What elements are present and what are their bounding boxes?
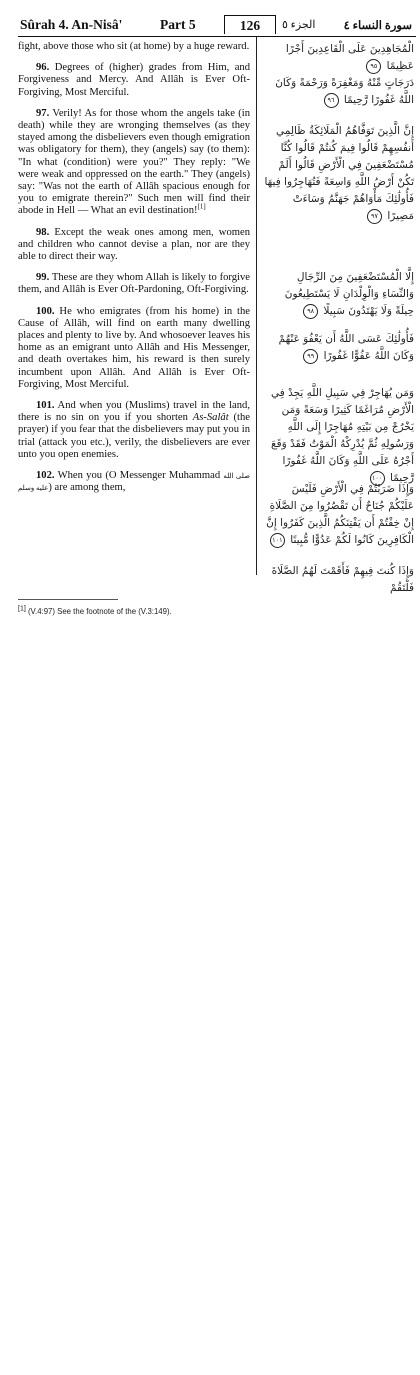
page-number: 126 (224, 15, 276, 34)
verse-end-marker: ١٠٠ (370, 471, 385, 486)
arabic-verse-98: إِلَّا الْمُسْتَضْعَفِينَ مِنَ الرِّجَالِ وَالنِّسَاءِ وَالْوِلْدَانِ لَا يَسْتَطِيعُونَ حِيلَةً وَلَا يَهْتَدُونَ سَبِيلًا ٩٨ (284, 271, 414, 317)
english-translation (18, 41, 250, 504)
verse-number: 96. (36, 62, 50, 74)
verse-text: Except the weak ones among men, women and children who cannot devise a plan, nor are they able to direct their way. (18, 226, 250, 263)
verse-text: When you (O Messenger Muhammad (54, 470, 224, 482)
verse-101-translation (18, 400, 250, 461)
surah-title: Sûrah 4. An-Nisâ' (20, 17, 123, 32)
verse-number: 99. (36, 272, 50, 284)
verse-end-marker: ٩٧ (367, 209, 382, 224)
verse-text: Verily! As for those whom the angels take (in death) while they are wronging themselves (as they stayed among the disbelievers even though emigration was obligatory for them), they (angels) say (to them): "In what (condition) were you?" They reply: "We were weak and oppressed on the earth." They (angels) say: "Was not the earth of Allâh spacious enough for you to emigrate therein?" Such men will find their abode in Hell — What an evil destination! (18, 107, 250, 217)
two-column-body (18, 37, 416, 594)
verse-97-translation (18, 108, 250, 218)
verse-text: He who emigrates (from his home) in the Cause of Allâh, will find on earth many dwelling places and plenty to live by. And whosoever leaves his home as an emigrant unto Allâh and His Messenger, and death overtakes him, his reward is then surely incumbent upon Allâh. And Allâh is Ever Oft-Forgiving, Most Merciful. (18, 305, 250, 390)
quran-page (18, 14, 416, 616)
footnote-marker: [1] (18, 605, 26, 613)
footnote-rule (18, 599, 118, 600)
arabic-verse-100: وَمَن يُهَاجِرْ فِي سَبِيلِ اللَّهِ يَجِدْ فِي الْأَرْضِ مُرَاغَمًا كَثِيرًا وَسَعَةً وَمَن يَخْرُجْ مِن بَيْتِهِ مُهَاجِرًا إِلَى اللَّهِ وَرَسُولِهِ ثُمَّ يُدْرِكْهُ الْمَوْتُ فَقَدْ وَقَعَ أَجْرُهُ عَلَى اللَّهِ وَكَانَ اللَّهُ غَفُورًا رَّحِيمًا ١٠٠ (270, 387, 414, 484)
verse-end-marker: ٩٥ (366, 59, 381, 74)
arabic-verse-99: فَأُولَٰئِكَ عَسَى اللَّهُ أَن يَعْفُوَ عَنْهُمْ وَكَانَ اللَّهُ عَفُوًّا غَفُورًا ٩٩ (278, 333, 414, 362)
salutation-arabic: صلى الله عليه وسلم (18, 472, 250, 493)
verse-102-translation (18, 470, 250, 494)
verse-95-continuation: fight, above those who sit (at home) by a huge reward. (18, 41, 250, 52)
arabic-verse-101: وَإِذَا ضَرَبْتُمْ فِي الْأَرْضِ فَلَيْسَ عَلَيْكُمْ جُنَاحٌ أَن تَقْصُرُوا مِنَ الصَّلَاةِ إِنْ خِفْتُمْ أَن يَفْتِنَكُمُ الَّذِينَ كَفَرُوا إِنَّ الْكَافِرِينَ كَانُوا لَكُمْ عَدُوًّا مُّبِينًا ١٠١ (266, 483, 414, 546)
verse-text: Degrees of (higher) grades from Him, and Forgiveness and Mercy. And Allâh is Ever Oft-Forgiving, Most Merciful. (18, 62, 250, 98)
verse-number: 97. (36, 107, 50, 119)
verse-text: These are they whom Allah is likely to forgive them, and Allâh is Ever Oft-Pardoning, Oft-Forgiving. (18, 272, 250, 296)
verse-number: 102. (36, 470, 55, 482)
verse-99-translation (18, 272, 250, 296)
footnote-text: (V.4:97) See the footnote of the (V.3:149). (25, 607, 172, 616)
verse-number: 98. (36, 226, 50, 238)
verse-number: 100. (36, 305, 55, 317)
column-divider (256, 37, 257, 575)
footnote (18, 607, 172, 616)
verse-end-marker: ٩٨ (303, 304, 318, 319)
arabic-verse-102: وَإِذَا كُنتَ فِيهِمْ فَأَقَمْتَ لَهُمُ الصَّلَاةَ فَلْتَقُمْ (271, 565, 414, 594)
verse-text: And when you (Muslims) travel in the land, there is no sin on you if you shorten (18, 400, 250, 424)
surah-arabic-title: سورة النساء ٤ (343, 20, 412, 32)
verse-98-translation (18, 227, 250, 264)
verse-100-translation (18, 306, 250, 391)
arabic-verse-97: إِنَّ الَّذِينَ تَوَفَّاهُمُ الْمَلَائِكَةُ ظَالِمِي أَنفُسِهِمْ قَالُوا فِيمَ كُنتُمْ قَالُوا كُنَّا مُسْتَضْعَفِينَ فِي الْأَرْضِ قَالُوا أَلَمْ تَكُنْ أَرْضُ اللَّهِ وَاسِعَةً فَتُهَاجِرُوا فِيهَا فَأُولَٰئِكَ مَأْوَاهُمْ جَهَنَّمُ وَسَاءَتْ مَصِيرًا ٩٧ (264, 125, 414, 222)
verse-text: (the prayer) if you fear that the disbelievers may put you in trial (attack you etc.), verily, the disbelievers are ever unto you open enemies. (18, 412, 250, 460)
page-header (18, 14, 416, 37)
juz-arabic: الجزء ٥ (282, 19, 316, 31)
italic-term: As-Salât (192, 412, 229, 424)
verse-end-marker: ٩٩ (303, 349, 318, 364)
arabic-verse-95: الْمُجَاهِدِينَ عَلَى الْقَاعِدِينَ أَجْرًا عَظِيمًا ٩٥ (285, 43, 414, 72)
verse-96-translation (18, 62, 250, 99)
verse-number: 101. (36, 400, 55, 412)
arabic-verse-96: دَرَجَاتٍ مِّنْهُ وَمَغْفِرَةً وَرَحْمَةً وَكَانَ اللَّهُ غَفُورًا رَّحِيمًا ٩٦ (275, 77, 414, 106)
verse-text: ) are among them, (48, 482, 126, 494)
verse-end-marker: ١٠١ (270, 533, 285, 548)
footnote-reference[interactable]: [1] (197, 202, 206, 211)
part-label: Part 5 (160, 17, 196, 32)
verse-end-marker: ٩٦ (324, 93, 339, 108)
